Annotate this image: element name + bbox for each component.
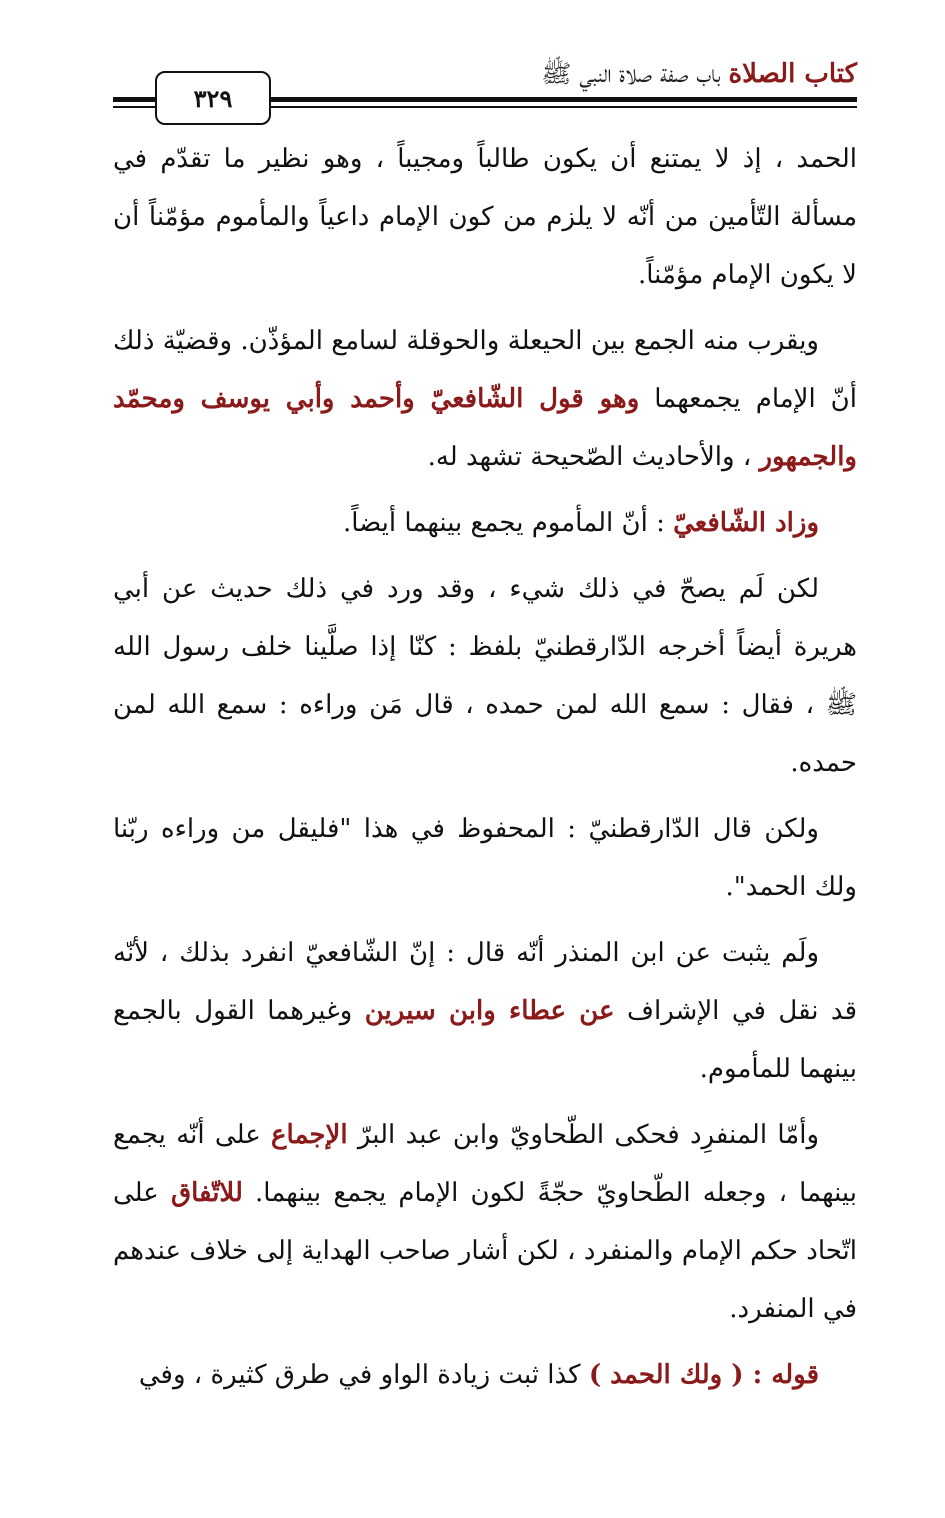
text-segment: على أنّه يجمع بينهما ، وجعله الطّحاويّ حجّةً لكون الإمام يجمع بينهما. [113,1120,857,1208]
paragraph [113,494,857,552]
page-number: ٣٢٩ [193,83,233,113]
text-segment: كذا ثبت زيادة الواو في طرق كثيرة ، وفي [138,1360,589,1390]
paragraph [113,1346,857,1404]
text-segment: على اتّحاد حكم الإمام والمنفرد ، لكن أشار صاحب الهداية إلى خلاف عندهم في المنفرد. [113,1178,857,1324]
text-segment: ولَم يثبت عن ابن المنذر أنّه قال : إنّ الشّافعيّ انفرد بذلك ، لأنّه قد نقل في الإشراف [113,938,858,1026]
highlighted-text: الإجماع [271,1120,348,1150]
text-segment: الحمد ، إذ لا يمتنع أن يكون طالباً ومجيباً ، وهو نظير ما تقدّم في مسألة التّأمين من أنّه لا يلزم من كون الإمام داعياً والمأموم مؤمّناً أن لا يكون الإمام مؤمّناً. [113,144,857,290]
paragraph [113,130,857,304]
text-segment: : أنّ المأموم يجمع بينهما أيضاً. [342,508,674,538]
paragraph [113,800,857,916]
text-segment: ، والأحاديث الصّحيحة تشهد له. [427,442,760,472]
paragraph [113,1106,857,1338]
paragraph [113,924,857,1098]
chapter-title: باب صفة صلاة النبي ﷺ [541,59,721,88]
paragraph [113,312,857,486]
text-segment: ويقرب منه الجمع بين الحيعلة والحوقلة لسامع المؤذّن. وقضيّة ذلك أنّ الإمام يجمعهما [113,326,857,414]
text-segment: وغيرهما القول بالجمع بينهما للمأموم. [113,996,857,1084]
highlighted-text: وهو قول الشّافعيّ وأحمد وأبي يوسف ومحمّد والجمهور [113,384,857,472]
paragraph [113,560,857,792]
text-segment: وأمّا المنفرِد فحكى الطّحاويّ وابن عبد البرّ [347,1120,819,1150]
running-title [541,58,857,95]
text-segment: ولكن قال الدّارقطنيّ : المحفوظ في هذا "فليقل من وراءه ربّنا ولك الحمد". [113,814,857,902]
book-title: كتاب الصلاة [728,59,857,89]
text-segment: لكن لَم يصحّ في ذلك شيء ، وقد ورد في ذلك حديث عن أبي هريرة أيضاً أخرجه الدّارقطنيّ بلفظ : كنّا إذا صلَّينا خلف رسول الله ﷺ ، فقال : سمع الله لمن حمده ، قال مَن وراءه : سمع الله لمن حمده. [113,574,857,778]
highlighted-text: وزاد الشّافعيّ [673,508,819,538]
highlighted-text: عن عطاء وابن سيرين [364,996,615,1026]
page-number-box [155,71,271,125]
highlighted-text: للاتّفاق [170,1178,243,1208]
highlighted-text: قوله : ( ولك الحمد ) [588,1360,819,1390]
page-header [0,0,945,140]
body-text [113,130,857,1412]
